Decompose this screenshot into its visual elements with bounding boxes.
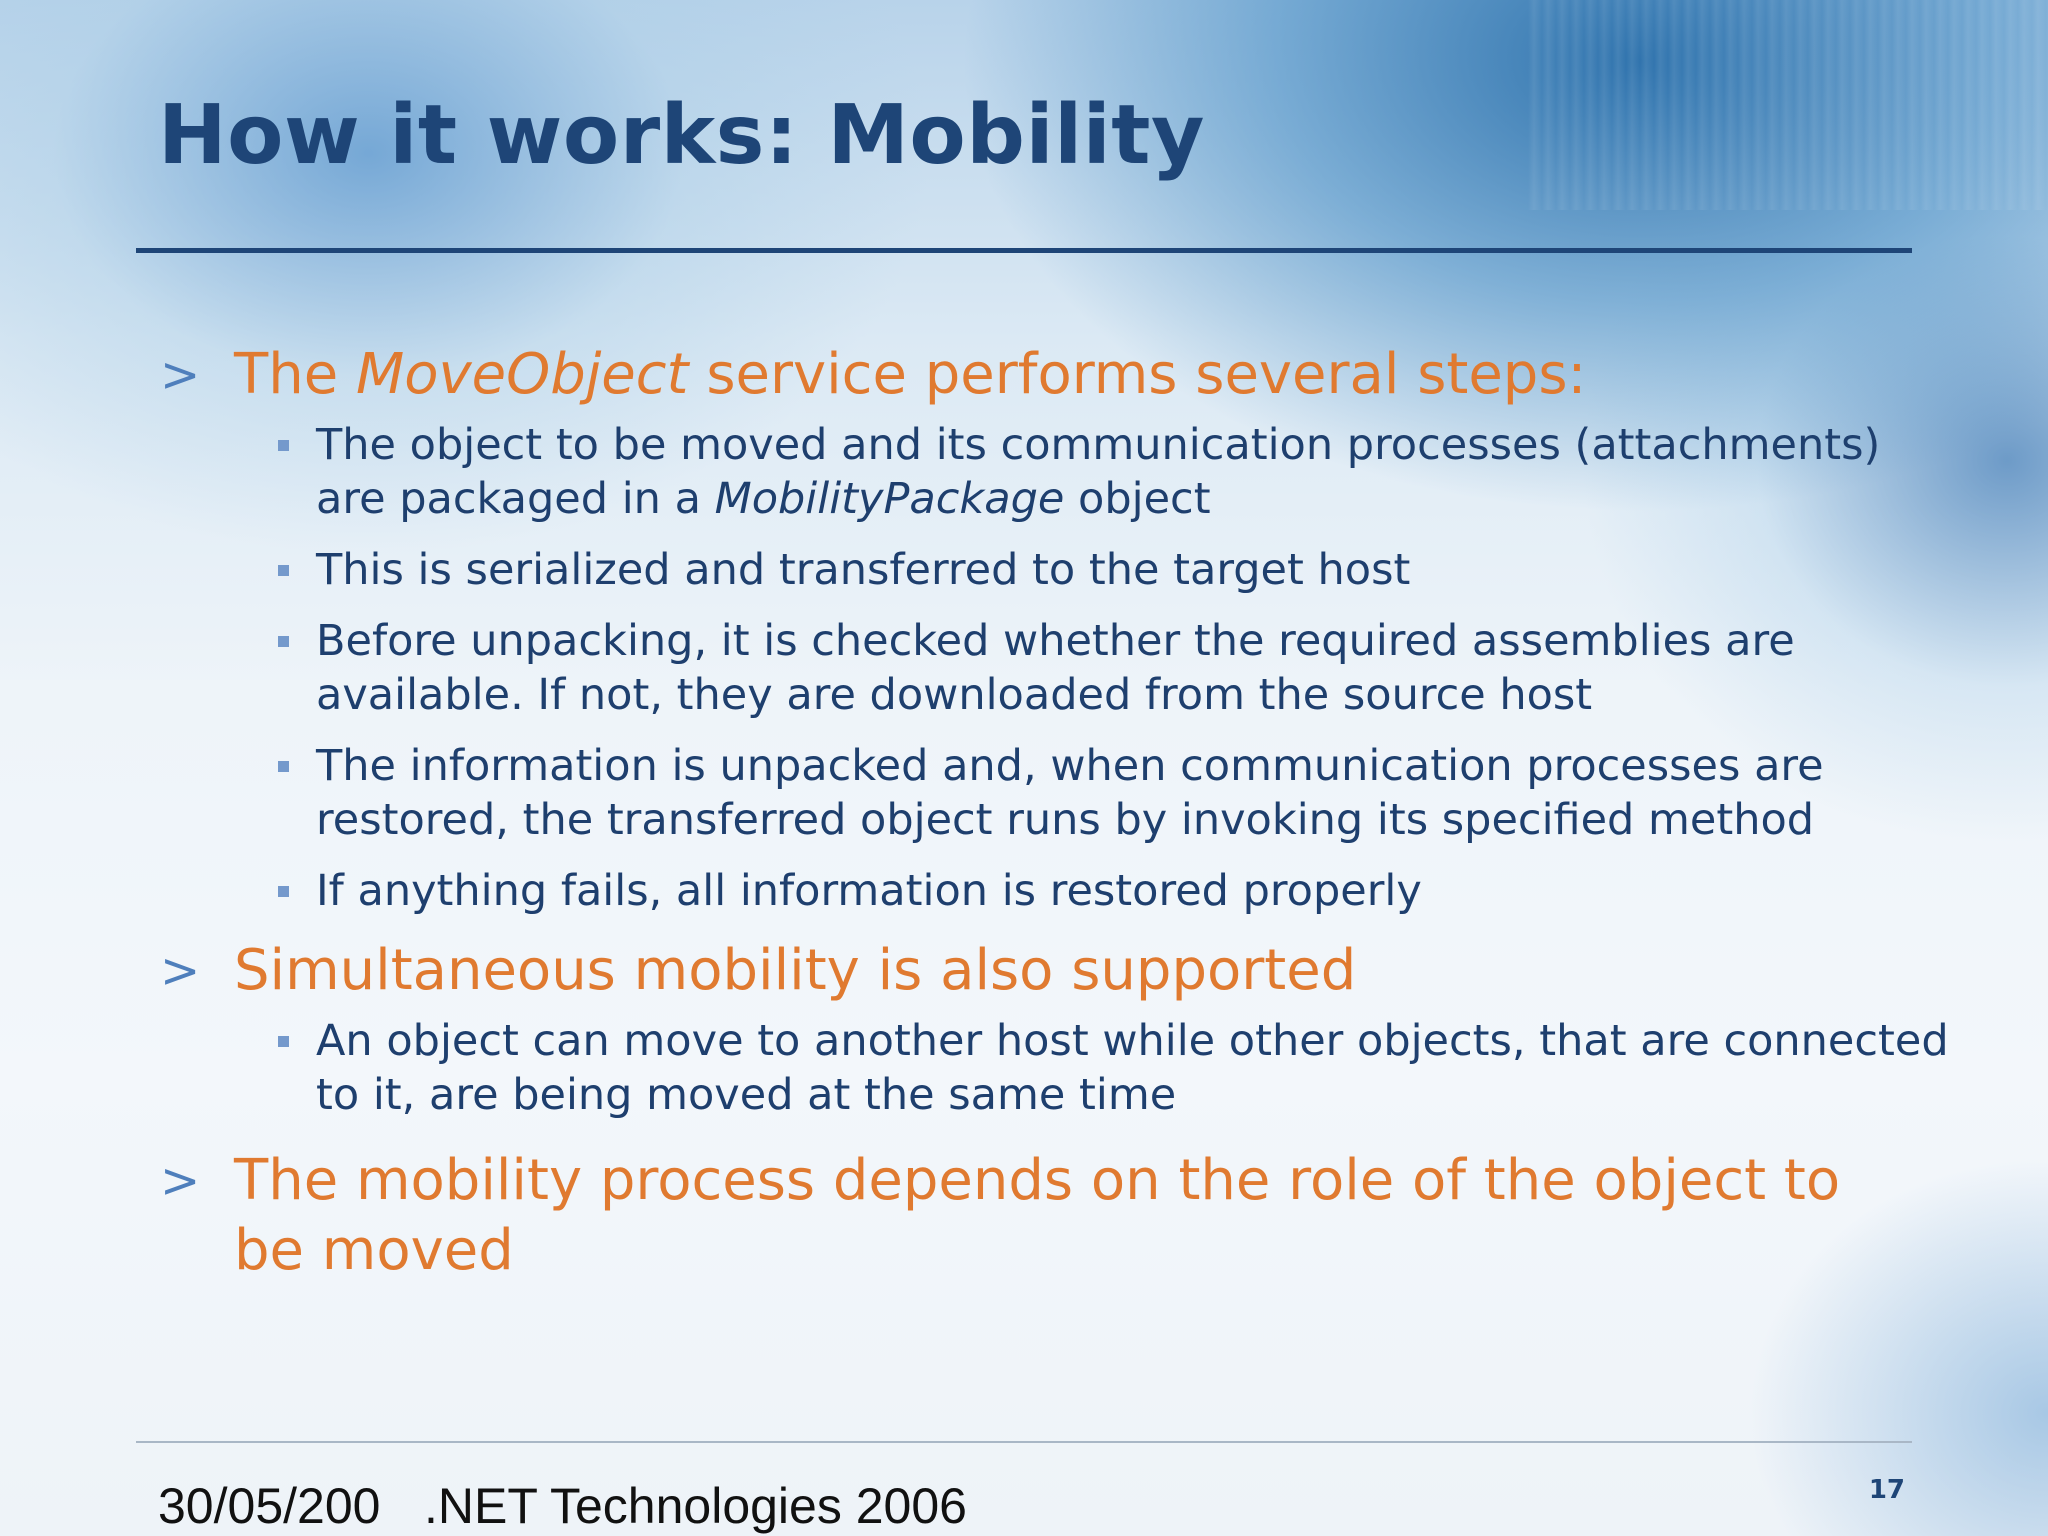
- bullet-level2-serialize: [316, 543, 1956, 597]
- bullet-level1-role: [158, 1146, 1898, 1286]
- bullet-text: This is serialized and transferred to the target host: [316, 545, 1411, 595]
- background-streaks: [1528, 0, 2048, 210]
- slide-title: How it works: Mobility: [158, 88, 1205, 183]
- bullet-text: The object to be moved and its communication processes (attachments) are packaged in a: [316, 420, 1881, 524]
- bullet-emphasis: MobilityPackage: [714, 474, 1065, 524]
- bullet-level2-restore: [316, 864, 1956, 918]
- bullet-text: service performs several steps:: [688, 342, 1587, 407]
- bullet-level2-unpack: [316, 739, 1956, 847]
- slide-page-number: 17: [1868, 1475, 1905, 1505]
- square-bullet-icon: [278, 886, 289, 897]
- bullet-text: The: [234, 342, 356, 407]
- bullet-text: Simultaneous mobility is also supported: [234, 938, 1357, 1003]
- square-bullet-icon: [278, 761, 289, 772]
- bullet-text: Before unpacking, it is checked whether the required assemblies are available. If not, they are downloaded from the source host: [316, 616, 1795, 720]
- bullet-level2-move-while-connected: [316, 1014, 1956, 1122]
- bullet-level2-package: [316, 418, 1956, 526]
- footer-event-name: .NET Technologies 2006: [424, 1478, 967, 1534]
- bullet-text: The mobility process depends on the role of the object to be moved: [234, 1148, 1841, 1283]
- chevron-bullet-icon: >: [160, 943, 201, 999]
- bullet-text: An object can move to another host while other objects, that are connected to it, are being moved at the same time: [316, 1016, 1949, 1120]
- bullet-text: object: [1064, 474, 1211, 524]
- bullet-text: The information is unpacked and, when communication processes are restored, the transferred object runs by invoking its specified method: [316, 741, 1824, 845]
- square-bullet-icon: [278, 636, 289, 647]
- footer-divider: [136, 1441, 1912, 1443]
- bullet-emphasis: MoveObject: [355, 342, 689, 407]
- chevron-bullet-icon: >: [160, 347, 201, 403]
- square-bullet-icon: [278, 565, 289, 576]
- bullet-level2-assemblies: [316, 614, 1956, 722]
- slide-body: [158, 340, 1949, 1286]
- bullet-level1-moveobject: [158, 340, 1898, 410]
- square-bullet-icon: [278, 1036, 289, 1047]
- title-divider: [136, 248, 1912, 253]
- square-bullet-icon: [278, 440, 289, 451]
- bullet-level1-simultaneous: [158, 936, 1898, 1006]
- chevron-bullet-icon: >: [160, 1153, 201, 1209]
- footer-date: 30/05/200: [158, 1478, 381, 1534]
- bullet-text: If anything fails, all information is restored properly: [316, 866, 1422, 916]
